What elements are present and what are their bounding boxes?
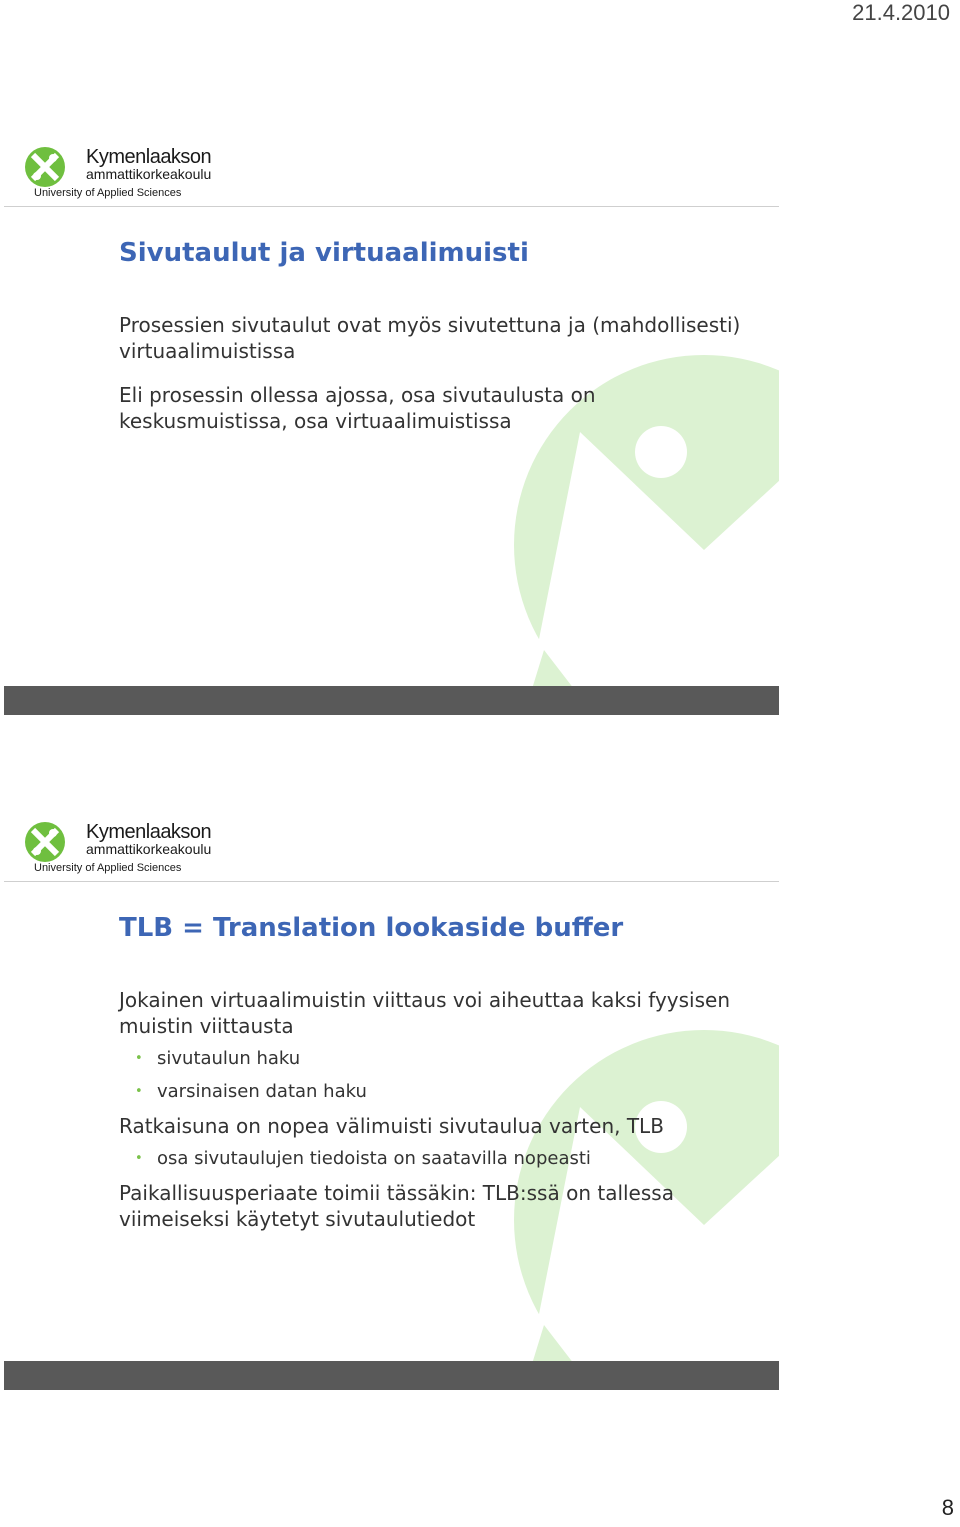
logo-tagline: University of Applied Sciences <box>34 862 182 874</box>
logo-subname: ammattikorkeakoulu <box>86 166 212 182</box>
bullet-item: • sivutaulun haku <box>157 1047 759 1071</box>
slide-title: TLB = Translation lookaside buffer <box>119 913 624 943</box>
logo-subname: ammattikorkeakoulu <box>86 841 212 857</box>
paragraph: Prosessien sivutaulut ovat myös sivutettuna ja (mahdollisesti) virtuaalimuistissa <box>119 313 741 363</box>
slide-footer-bar <box>4 686 779 715</box>
page-number: 8 <box>941 1495 954 1520</box>
logo-mark-icon <box>24 821 66 863</box>
header-divider <box>4 206 779 207</box>
slide-footer-bar <box>4 1361 779 1390</box>
paragraph: Jokainen virtuaalimuistin viittaus voi aiheuttaa kaksi fyysisen muistin viittausta <box>119 988 731 1038</box>
page-date: 21.4.2010 <box>852 0 950 25</box>
slide-1 <box>4 130 779 715</box>
paragraph: Paikallisuusperiaate toimii tässäkin: TLB:ssä on tallessa viimeiseksi käytetyt sivutaulutiedot <box>119 1181 674 1231</box>
slide-title: Sivutaulut ja virtuaalimuisti <box>119 238 529 268</box>
logo-mark-icon <box>24 146 66 188</box>
slide-body <box>119 312 759 452</box>
logo-name: Kymenlaakson <box>86 821 212 843</box>
paragraph: Eli prosessin ollessa ajossa, osa sivutaulusta on keskusmuistissa, osa virtuaalimuistissa <box>119 383 596 433</box>
paragraph: Ratkaisuna on nopea välimuisti sivutaulua varten, TLB <box>119 1114 664 1138</box>
slide-body <box>119 987 759 1240</box>
slide-2 <box>4 805 779 1390</box>
logo-name: Kymenlaakson <box>86 146 212 168</box>
bullet-item: • osa sivutaulujen tiedoista on saatavilla nopeasti <box>157 1147 759 1171</box>
bullet-item: • varsinaisen datan haku <box>157 1080 759 1104</box>
logo-tagline: University of Applied Sciences <box>34 187 182 199</box>
logo <box>24 819 212 877</box>
logo <box>24 144 212 202</box>
header-divider <box>4 881 779 882</box>
